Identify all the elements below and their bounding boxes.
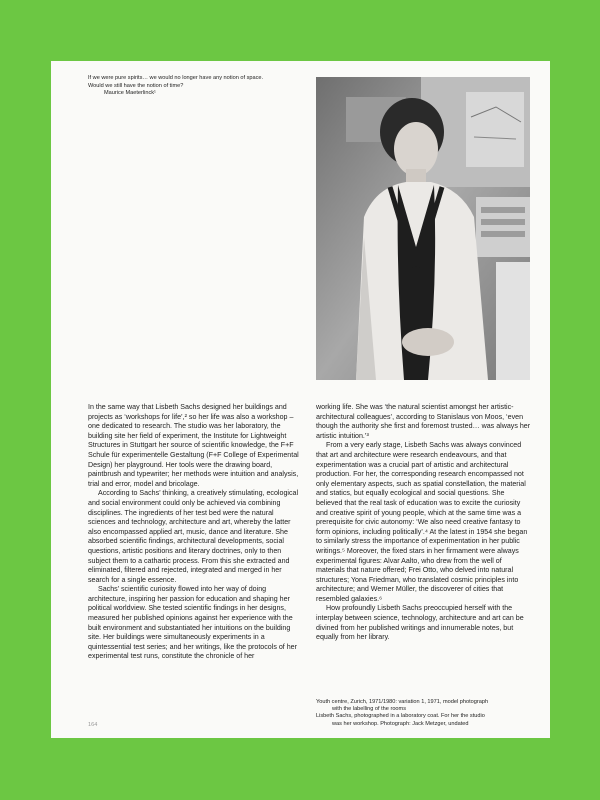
epigraph-line-1: If we were pure spirits… we would no longer have any notion of space. — [88, 75, 264, 81]
paragraph: In the same way that Lisbeth Sachs designed her buildings and projects as ‘workshops for life’,² so her life was also a workshop – one dedicated to research. The studio was her laboratory, the building site her field of experiment, the Institute for Lightweight Structures in Stuttgart her source of scientific knowledge, the F+F Schule für experimentelle Gestaltung (F+F College of Experimental Design) her playground. Her tools were the drawing board, paintbrush and typewriter; her methods were intuition and analysis, trial and error, model and bricolage. — [88, 403, 299, 488]
page-number: 164 — [88, 722, 98, 728]
portrait-photo — [316, 77, 530, 380]
paragraph: According to Sachs’ thinking, a creatively stimulating, ecological and social environment could only be achieved via combining disciplines. The ingredients of her test bed were the natural sciences and technology, architecture and art, whereby the latter also encompassed applied art, music, dance and literature. She absorbed scientific findings, architectural developments, social questions, artistic positions and literary doctrines, only to then subject them to a cathartic process. From this she extracted and eliminated, filtered and rejected, integrated and merged in her search for a single essence. — [88, 489, 299, 584]
epigraph — [88, 75, 328, 98]
photo-captions — [316, 699, 531, 728]
paragraph: From a very early stage, Lisbeth Sachs was always convinced that art and architecture were research endeavours, and that experimentation was a crucial part of artistic and architectural production. For her, the corresponding research encompassed not only elementary aspects, such as spatial constellation, the material and statics, but equally ecological and social questions. She believed that the real task of education was to excite the curiosity and creative spirit of young people, which at the same time was a prerequisite for civic autonomy: ‘We also need creative fantasy to form opinions, including politically’.⁴ At the latest in 1954 she began to similarly stress the importance of experimentation in her public writings.⁵ Moreover, the fixed stars in her firmament were always experimental figures: Alvar Aalto, who drew from the well of materials that nature offered; Frei Otto, who delved into natural structures; Yona Friedman, who translated cosmic principles into architecture; and Werner Müller, the discoverer of cities that resembled galaxies.⁶ — [316, 441, 528, 603]
portrait-photo-image — [316, 77, 530, 380]
epigraph-line-2: Would we still have the notion of time? — [88, 82, 184, 89]
book-page — [51, 61, 550, 738]
paragraph: How profoundly Lisbeth Sachs preoccupied herself with the interplay between science, technology, architecture and art can be divined from her published writings and innumerable notes, but equally from her library. — [316, 604, 524, 642]
caption-1-line-2: with the labelling of the rooms — [332, 706, 407, 713]
caption-2-line-1: Lisbeth Sachs, photographed in a laboratory coat. For her the studio — [316, 713, 485, 720]
paragraph: working life. She was ‘the natural scientist amongst her artistic-architectural colleagues’, according to Stanislaus von Moos, ‘even though the authority she first and foremost trusted… was always her artistic intuition.’³ — [316, 403, 531, 440]
text-column-right — [316, 403, 531, 643]
epigraph-author: Maurice Maeterlinck¹ — [104, 90, 156, 97]
paragraph: Sachs’ scientific curiosity flowed into her way of doing architecture, inspiring her passion for education and shaping her political worldview. She tested scientific findings in her designs, measured her published opinions against her experience with the built environment and substantiated her intuitions on the building site. Her buildings were simultaneously experiments in a quintessential test series; and her writings, like the protocols of her experimental test runs, constitute the chronicle of her — [88, 585, 297, 661]
caption-2-line-2: was her workshop. Photograph: Jack Metzger, undated — [332, 720, 469, 727]
text-column-left — [88, 403, 303, 662]
caption-1-line-1: Youth centre, Zurich, 1971/1980: variation 1, 1971, model photograph — [316, 699, 489, 705]
